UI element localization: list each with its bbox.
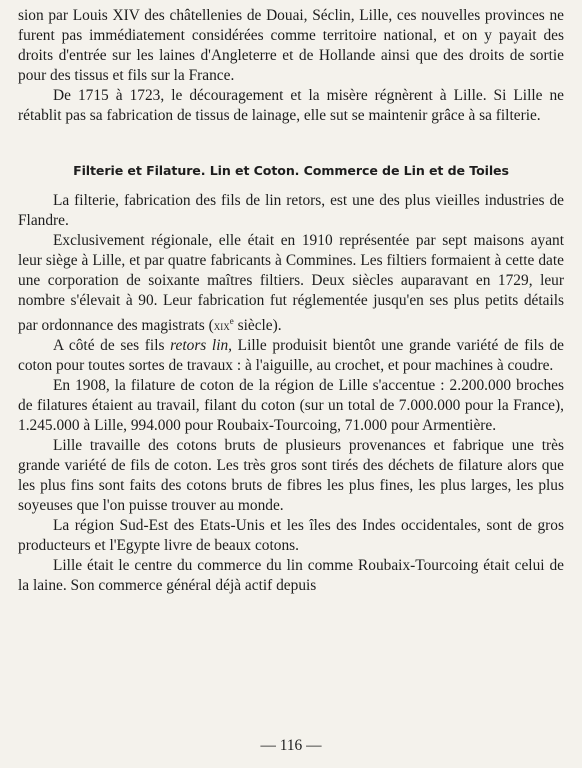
paragraph-producers: La région Sud-Est des Etats-Unis et les îles des Indes occidentales, sont de gros producteurs et l'Egypte livre de beaux cotons. — [18, 517, 564, 555]
paragraph-regional-text: Exclusivement régionale, elle était en 1910 représentée par sept maisons ayant leur siège à Lille, et par quatre fabricants à Commines. Les filtiers formaient à cette date une corporation de soixante maîtres filtiers. Deux siècles auparavant en 1729, leur nombre s'élevait à 90. Leur fabrication fut réglementée jusqu'en ses plus petits détails par ordonnance des magistrats ( — [18, 232, 564, 335]
heading-spacer — [18, 179, 564, 191]
century-numeral: xix — [213, 318, 230, 334]
paragraph-1908: En 1908, la filature de coton de la région de Lille s'accentue : 2.200.000 broches de filatures étaient au travail, filant du coton (sur un total de 7.000.000 pour la France), 1.245.000 à Lille, 994.000 pour Roubaix-Tourcoing, 71.000 pour Armentière. — [18, 377, 564, 435]
paragraph-decline: De 1715 à 1723, le découragement et la misère régnèrent à Lille. Si Lille ne rétablit pas sa fabrication de tissus de lainage, elle sut se maintenir grâce à sa filterie. — [18, 87, 564, 124]
paragraph-raw-cotton: Lille travaille des cotons bruts de plusieurs provenances et fabrique une très grande variété de fils de coton. Les très gros sont tirés des déchets de filature alors que les plus fins sont faits des cotons bruts de fibres les plus fines, les plus larges, les plus soyeuses que l'on puisse trouver au monde. — [18, 437, 564, 515]
paragraph-filterie: La filterie, fabrication des fils de lin retors, est une des plus vieilles industries de Flandre. — [18, 192, 564, 229]
italic-retors-lin: retors lin, — [170, 337, 233, 355]
paragraph-continuation: sion par Louis XIV des châtellenies de Douai, Séclin, Lille, ces nouvelles provinces ne furent pas immédiatement considérées comme territoire national, et on y payait des droits d'entrée sur les laines d'Angleterre et de Hollande ainsi que des droits de sortie pour des tissus et fils sur la France. — [18, 7, 564, 84]
paragraph-cotton-rest: Lille produisit bientôt une grande variété de fils de coton pour toutes sortes de travaux : à l'aiguille, au crochet, et pour machines à coudre. — [18, 337, 564, 375]
document-page — [18, 6, 564, 596]
paragraph-regional-end: siècle). — [233, 317, 282, 335]
century-suffix: e — [229, 316, 234, 326]
paragraph-lin-commerce: Lille était le centre du commerce du lin comme Roubaix-Tourcoing était celui de la laine. Son commerce général déjà actif depuis — [18, 557, 564, 595]
section-heading: Filterie et Filature. Lin et Coton. Commerce de Lin et de Toiles — [73, 163, 509, 178]
paragraph-regional — [18, 231, 564, 336]
page-number: — 116 — — [260, 737, 322, 754]
paragraph-cotton-start: A côté de ses fils — [53, 337, 171, 355]
paragraph-cotton-threads — [18, 336, 564, 376]
